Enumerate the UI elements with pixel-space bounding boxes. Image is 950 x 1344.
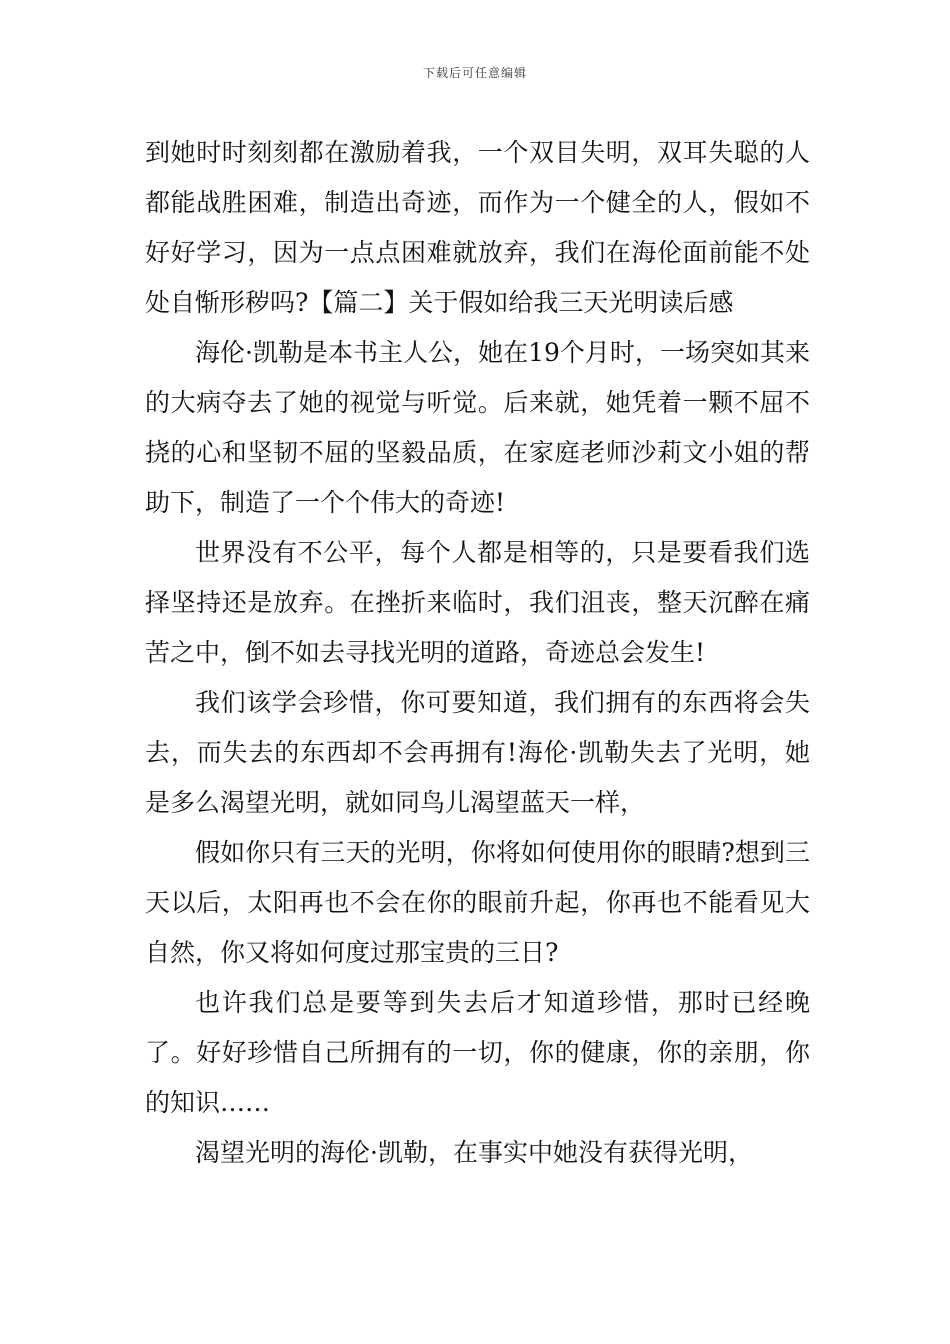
paragraph-4: 我们该学会珍惜，你可要知道，我们拥有的东西将会失去，而失去的东西却不会再拥有!海伦·凯勒失去了光明，她是多么渴望光明，就如同鸟儿渴望蓝天一样，: [145, 688, 810, 817]
paragraph-3: 世界没有不公平，每个人都是相等的，只是要看我们选择坚持还是放弃。在挫折来临时，我们沮丧，整天沉醉在痛苦之中，倒不如去寻找光明的道路，奇迹总会发生!: [145, 538, 810, 667]
document-body: [145, 128, 810, 1178]
paragraph-2: 海伦·凯勒是本书主人公，她在19个月时，一场突如其来的大病夺去了她的视觉与听觉。后来就，她凭着一颗不屈不挠的心和坚韧不屈的坚毅品质，在家庭老师沙莉文小姐的帮助下，制造了一个个伟大的奇迹!: [145, 338, 810, 517]
page-header: 下载后可任意编辑: [422, 66, 527, 80]
paragraph-7: 渴望光明的海伦·凯勒，在事实中她没有获得光明，: [195, 1138, 753, 1167]
paragraph-1: 到她时时刻刻都在激励着我，一个双目失明，双耳失聪的人都能战胜困难，制造出奇迹，而作为一个健全的人，假如不好好学习，因为一点点困难就放弃，我们在海伦面前能不处处自惭形秽吗?【篇二】关于假如给我三天光明读后感: [145, 138, 810, 317]
paragraph-6: 也许我们总是要等到失去后才知道珍惜，那时已经晚了。好好珍惜自己所拥有的一切，你的健康，你的亲朋，你的知识……: [145, 988, 810, 1117]
paragraph-5: 假如你只有三天的光明，你将如何使用你的眼睛?想到三天以后，太阳再也不会在你的眼前升起，你再也不能看见大自然，你又将如何度过那宝贵的三日?: [145, 838, 810, 967]
